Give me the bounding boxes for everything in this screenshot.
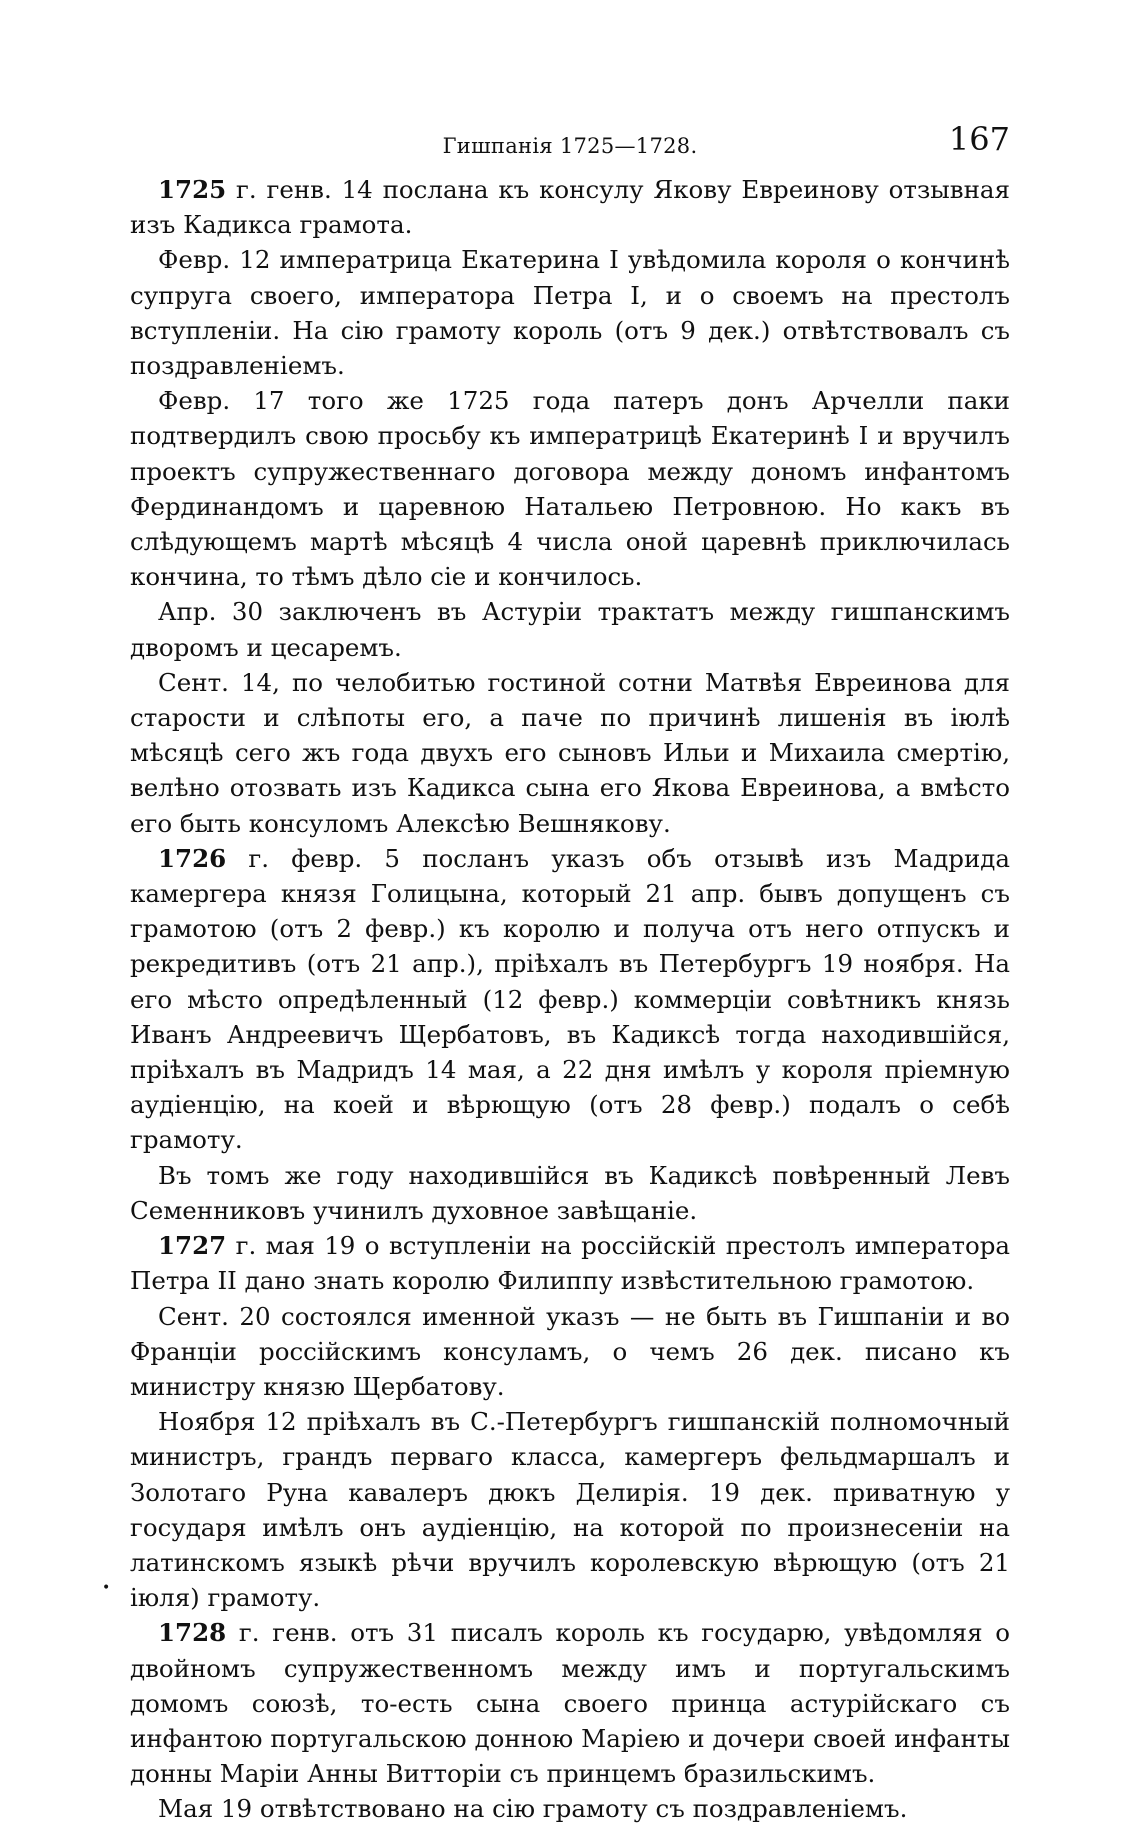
year-heading: 1726 bbox=[158, 843, 227, 873]
paragraph-text: г. февр. 5 посланъ указъ объ отзывѣ изъ Мадрида камергера князя Голицына, который 21 апр. бывъ допущенъ съ грамотою (отъ 2 февр.) къ королю и получа отъ него отпускъ и рекредитивъ (отъ 21 апр.), пріѣхалъ въ Петербургъ 19 ноября. На его мѣсто опредѣленный (12 февр.) коммерціи совѣтникъ князь Иванъ Андреевичъ Щербатовъ, въ Кадиксѣ тогда находившійся, пріѣхалъ въ Мадридъ 14 мая, а 22 дня имѣлъ у короля пріемную аудіенцію, на коей и вѣрющую (отъ 28 февр.) подалъ о себѣ грамоту. bbox=[130, 843, 1010, 1155]
running-title: Гишпанія 1725—1728. bbox=[442, 134, 698, 158]
running-head bbox=[130, 120, 1010, 170]
paragraph-february-12 bbox=[130, 242, 1010, 383]
paragraph-text: г. генв. отъ 31 писалъ король къ государю, увѣдомляя о двойномъ супружественномъ между имъ и португальскимъ домомъ союзѣ, то-есть сына своего принца астурійскаго съ инфантою португальскою донною Маріею и дочери своей инфанты донны Маріи Анны Витторіи съ принцемъ бразильскимъ. bbox=[130, 1618, 1010, 1789]
paragraph-text: г. мая 19 о вступленіи на россійскій престолъ императора Петра II дано знать королю Филиппу извѣстительною грамотою. bbox=[130, 1231, 1010, 1296]
page-number: 167 bbox=[948, 120, 1010, 158]
year-heading: 1725 bbox=[158, 175, 227, 204]
stray-dot-mark: • bbox=[102, 1580, 111, 1596]
paragraph-1727-may bbox=[130, 1228, 1010, 1298]
paragraph-1725-january bbox=[130, 172, 1010, 242]
paragraph-september-14 bbox=[130, 665, 1010, 841]
paragraph-text: Мая 19 отвѣтствовано на сію грамоту съ поздравленіемъ. bbox=[158, 1794, 908, 1824]
paragraph-text: Сент. 20 состоялся именной указъ — не быть въ Гишпаніи и во Франціи россійскимъ консуламъ, о чемъ 26 дек. писано къ министру князю Щербатову. bbox=[130, 1301, 1010, 1401]
paragraph-same-year bbox=[130, 1158, 1010, 1228]
paragraph-november-12 bbox=[130, 1404, 1010, 1615]
year-heading: 1727 bbox=[158, 1231, 227, 1261]
paragraph-may-19 bbox=[130, 1791, 1010, 1826]
year-heading: 1728 bbox=[158, 1618, 227, 1648]
paragraph-text: Ноября 12 пріѣхалъ въ С.-Петербургъ гишпанскій полномочный министръ, грандъ перваго класса, камергеръ фельдмаршалъ и Золотаго Руна кавалеръ дюкъ Делирія. 19 дек. приватную у государя имѣлъ онъ аудіенцію, на которой по произнесеніи на латинскомъ языкѣ рѣчи вручилъ королевскую вѣрющую (отъ 21 іюля) грамоту. bbox=[130, 1407, 1010, 1613]
paragraph-text: Сент. 14, по челобитью гостиной сотни Матвѣя Евреинова для старости и слѣпоты его, а паче по причинѣ лишенія въ іюлѣ мѣсяцѣ сего жъ года двухъ его сыновъ Ильи и Михаила смертію, велѣно отозвать изъ Кадикса сына его Якова Евреинова, а вмѣсто его быть консуломъ Алексѣю Вешнякову. bbox=[130, 667, 1010, 838]
paragraph-1728-january bbox=[130, 1615, 1010, 1791]
paragraph-april-30 bbox=[130, 594, 1010, 664]
paragraph-text: г. генв. 14 послана къ консулу Якову Евреинову отзывная изъ Кадикса грамота. bbox=[130, 175, 1010, 240]
paragraph-february-17 bbox=[130, 383, 1010, 594]
paragraph-text: Февр. 12 императрица Екатерина I увѣдомила короля о кончинѣ супруга своего, императора Петра I, и о своемъ на престолъ вступленіи. На сію грамоту король (отъ 9 дек.) отвѣтствовалъ съ поздравленіемъ. bbox=[130, 245, 1010, 381]
paragraph-1726-february bbox=[130, 841, 1010, 1158]
paragraph-september-20 bbox=[130, 1299, 1010, 1405]
paragraph-text: Апр. 30 заключенъ въ Астуріи трактатъ между гишпанскимъ дворомъ и цесаремъ. bbox=[130, 597, 1010, 662]
paragraph-text: Февр. 17 того же 1725 года патеръ донъ Арчелли паки подтвердилъ свою просьбу къ императрицѣ Екатеринѣ I и вручилъ проектъ супружественнаго договора между дономъ инфантомъ Фердинандомъ и царевною Натальею Петровною. Но какъ въ слѣдующемъ мартѣ мѣсяцѣ 4 числа оной царевнѣ приключилась кончина, то тѣмъ дѣло сіе и кончилось. bbox=[130, 386, 1010, 592]
body-text bbox=[130, 172, 1010, 1827]
paragraph-text: Въ томъ же году находившійся въ Кадиксѣ повѣренный Левъ Семенниковъ учинилъ духовное завѣщаніе. bbox=[130, 1160, 1010, 1225]
